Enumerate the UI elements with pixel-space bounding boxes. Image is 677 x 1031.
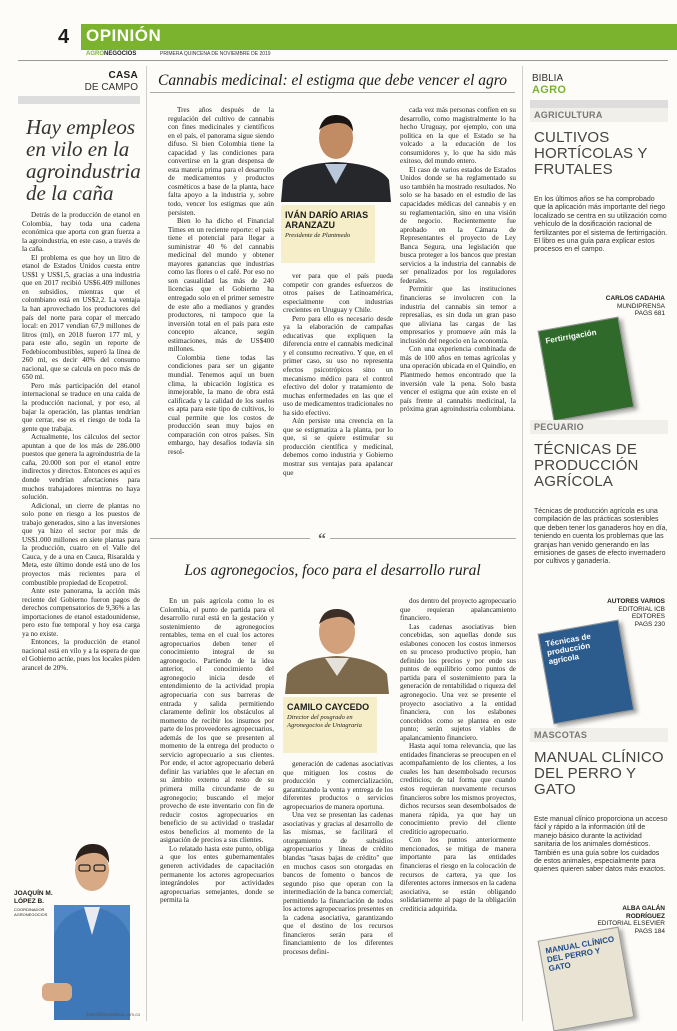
section-kicker: MASCOTAS: [534, 730, 588, 740]
article2-rule-right: [330, 538, 516, 539]
column-divider-right: [522, 66, 523, 1021]
paragraph: Colombia tiene todas las condiciones para ser un gigante mundial. Tenemos aquí un buen clima, la ubicación logística es inmejorable, la mano de obra está calificada y la calidad de los suelos es apta para este tipo de cultivos, lo cual permite que los costos de producción sean muy bajos en comparación con otros países. Sin embargo, hay desafíos todavía sin resol-: [168, 353, 274, 456]
paragraph: Tres años después de la regulación del cultivo de cannabis con fines medicinales y científicos en el país, el panorama sigue siendo difuso. Si bien Colombia tiene la capacidad y las condiciones para convertirse en la gran despensa de esta materia prima para el desarrollo de medicamentos y productos cosméticos a base de la planta, hace falta apoyo a la industria y, sobre todo, vencer los estigmas que aún persisten.: [168, 106, 274, 217]
paragraph: dos dentro del proyecto agropecuario que requieran apalancamiento financiero.: [400, 597, 516, 623]
paragraph: Adicional, un cierre de plantas no solo pone en riesgo a los puestos de trabajo generados, sino a las inversiones que ya hizo el sector por más de US$1.000 millones en siete plantas para la producción, cuatro en el Valle del Cauca, y de a una en Cauca, Risaralda y Meta, este último donde está uno de los proyectos más recientes para el combustible propiedad de Ecopetrol.: [22, 501, 140, 587]
paragraph: Una vez se presentan las cadenas asociativas y gracias al desarrollo de las mismas, se facilitará el otorgamiento de subsidios agropecuarios y líneas de crédito blandas "tasas bajas de crédito" que en muchos casos son otorgadas en bancos de fomento o bancos de segundo piso que operan con la intermediación de la banca comercial; permitiendo la financiación de todos los actores agropecuarios presentes en la cadena asociativa, garantizando que el destino de los recursos financieros serán para el financiamiento de los diferentes procesos defini-: [283, 811, 393, 957]
left-article-body: [22, 211, 140, 672]
paragraph: El problema es que hoy un litro de etanol de Estados Unidos cuesta entre US$1 y US$1,5, gracias a una industria que en 2017 recibió US$6.409 millones en subsidios, mientras que el colombiano está en US$2,2. La ventaja la han aprovechado los productores del país del norte para copar el mercado local: en 2017 vendían 67,9 millones de litros (ml), en 2018 fueron 177 ml, y para este año, según un reporte de Fedebiocombustibles, superó la línea de 260 ml, es decir 40% del consumo nacional, que se calcula en poco más de 650 ml.: [22, 253, 140, 382]
article2-title: Los agronegocios, foco para el desarrollo rural: [184, 562, 481, 579]
paragraph: Hasta aquí toma relevancia, que las entidades financieras se preocupen en el acompañamiento de los clientes, a los cuales les han desembolsado recursos crediticios; de tal forma que cuando estos requieran nuevamente recursos financieros sobre los mismos proyectos, dichos recursos sean desembolsados de manera rápida, ya que hay un conocimiento previo del cliente crediticio agropecuario.: [400, 742, 516, 836]
article1-author-box: [281, 205, 375, 263]
book-cover-title: MANUAL CLÍNICO DEL PERRO Y GATO: [544, 934, 615, 974]
header-rule: [18, 60, 668, 61]
article1-author-role: Presidente de Plantmedo: [285, 232, 351, 239]
section-bar: [81, 24, 677, 50]
section-title: TÉCNICAS DE PRODUCCIÓN AGRÍCOLA: [534, 441, 639, 490]
book-cover-title: Fertirrigación: [544, 327, 598, 346]
paragraph: Lo relatado hasta este punto, obliga a que los entes gubernamentales generen actividades de capacitación permanente los actores agropecuarios integrándoles por actividades agropecuarias semejantes, donde se permita la: [160, 844, 274, 905]
right-label-b: AGRO: [532, 84, 567, 96]
section-title: CULTIVOS HORTÍCOLAS Y FRUTALES: [534, 129, 648, 178]
book-author: AUTORES VARIOS: [607, 598, 665, 605]
article1-title: Cannabis medicinal: el estigma que debe vencer el agro: [158, 72, 507, 89]
book-caption: [585, 295, 665, 318]
book-author: ALBA GALÁN RODRÍGUEZ: [622, 905, 665, 920]
book-pub: MUNDIPRENSA: [616, 302, 665, 310]
article2-author-name: CAMILO CAYCEDO: [287, 702, 370, 712]
paragraph: Ante este panorama, la acción más reciente del Gobierno fueron pagos de derechos compensatorios de 9,36% a las importaciones de etanol estadounidense, pero esto fue temporal y hoy esa carga ya no existe.: [22, 587, 140, 638]
page-number: 4: [58, 26, 70, 48]
book-pages: PAGS 681: [634, 310, 665, 317]
right-label-a: BIBLIA: [532, 73, 564, 84]
paragraph: Entonces, la producción de etanol nacional está en vilo y a la espera de que el Gobierno actúe, pues los locales piden arancel de 20%.: [22, 638, 140, 672]
left-label-b: DE CAMPO: [84, 82, 138, 93]
paragraph: Bien lo ha dicho el Financial Times en un reciente reporte: el país tiene el potencial para llegar a suministrar 40 % del cannabis medicinal del mundo y obtener mayores ganancias que industrias como las flores o el café. Por eso no son casualidad las más de 240 licencias que el Gobierno ha entregado solo en el primer semestre de este año a medianos y grandes productores, ni tampoco que la inversión total en el país para este concepto alcance, según estimaciones, más de US$400 millones.: [168, 217, 274, 354]
article1-author-name: IVÁN DARÍO ARIAS ARANZAZU: [285, 210, 369, 230]
left-author-role: COORDINADOR AGRONEGOCIOS: [14, 907, 48, 917]
section-text: En los últimos años se ha comprobado que la aplicación más importante del riego localizado se centra en su utilización como vehículo de la dosificación racional de fertilizantes por el sistema de fertirrigación. El libro es una guía para explicar estos procesos en el campo.: [534, 196, 668, 254]
paragraph: Las cadenas asociativas bien concebidas, son aquellas donde sus eslabones conocen los costos inmersos en su proceso productivo propio, han definido los precios y por ende sus puntos de equilibrio como puntos de partida para el sostenimiento para la generación de rentabilidad o riqueza del agronegocio. Una vez se presente el proyecto asociativo a la entidad financiera, con los eslabones concebidos como se plantea en este punto; serán sujetos viables de apalancamiento financiero.: [400, 622, 516, 742]
left-label-a: CASA: [108, 70, 138, 81]
book-author: CARLOS CADAHIA: [605, 295, 665, 302]
article1-col3: [400, 106, 516, 520]
label-underline: [18, 96, 140, 104]
paragraph: Con los puntos anteriormente mencionados, se mitiga de manera importante para las entidades financieras el riesgo en la colocación de recursos de cartera, ya que los diferentes actores inmersos en la cadena asociativa, se están obligando solidariamente al pago de la obligación crediticia adquirida.: [400, 836, 516, 913]
brand-logo: AGRONEGOCIOS: [86, 51, 137, 57]
paragraph: Pero más participación del etanol internacional se traduce en una caída de la producción nacional, y por eso, al bajar la operación, las plantas tendrían que cerrar, ese es el riesgo de toda la gente que trabaja.: [22, 381, 140, 433]
left-author-email: jlopez@larepublica.com.co: [86, 1012, 140, 1017]
paragraph: El caso de varios estados de Estados Unidos donde se ha reglamentado su uso también ha mostrado resultados. No solo se ha basado en el estudio de las capacidades médicas del cannabis y en su reglamentación, sino en una visión de negocio. Recientemente fue aprobado en la Cámara de Representantes el proyecto de Ley Banca Segura, una legislación que busca proteger a los bancos que prestan servicios a la industria del cannabis de ser penalizados por los reguladores federales.: [400, 165, 516, 285]
book-pub: EDITORIAL ICB EDITORES: [618, 605, 665, 620]
paragraph: En un país agrícola como lo es Colombia, el punto de partida para el desarrollo rural está en la gestación y sostenimiento de agronegocios rentables, tema en el cual los actores agropecuarios deben tener el conocimiento integral de su agronegocio. Partiendo de la idea anterior, el conocimiento del agronegocio inicia desde el entendimiento de la actividad propia agropecuaria con sus barreras de entrada y salida permitiendo claramente definir los obstáculos al momento de recibir los insumos por parte de los proveedores agropecuarios, además de los que se presenten al momento de la entrega del producto o servicio agropecuario a sus clientes. Por ende, el actor agropecuario deberá definir las variables que le afectan en su ámbito externo al resto de su primera milla circundante de su agronegocio; buscando el mejor provecho de este inventario con fin de reducir costos agropecuarios en beneficio de su actividad o trasladar estos beneficios al momento de la asignación de precios a sus clientes.: [160, 597, 274, 845]
paragraph: cada vez más personas confíen en su desarrollo, como magistralmente lo ha hecho Uruguay, por ejemplo, con una política en la que el Estado se ha volcado a la educación de los consumidores y, lo que ha sido más exitoso, del mundo entero.: [400, 106, 516, 166]
article2-author-box: [283, 697, 377, 753]
right-label-underline: [530, 100, 668, 108]
section-title: MANUAL CLÍNICO DEL PERRO Y GATO: [534, 749, 664, 798]
article2-author-role: Director del posgrado en Agronegocios de Uniagraria: [287, 714, 362, 729]
book-cover-icon: [538, 927, 635, 1031]
paragraph: Permitir que las instituciones financieras se involucren con la industria del cannabis sin temor a represalias, es sin duda un gran paso que aliviana las cargas de las empresarios y promueve aún más la inclusión del negocio en la economía.: [400, 285, 516, 345]
book-pages: PAGS 184: [634, 927, 665, 935]
author-photo-joaquin: [34, 815, 140, 1020]
paragraph: Pero para ello es necesario desde ya la elaboración de campañas educativas que expliquen la diferencia entre el cannabis medicinal y el consumo recreativo. Y que, en el primer caso, su uso no representa efectos psicotrópicos sino un mecanismo médico para el control efectivo del dolor y tratamiento de muchas enfermedades en las que el uso de medicamentos tradicionales no ha sido efectivo.: [283, 314, 393, 417]
quote-mark: “: [318, 531, 326, 548]
column-divider: [146, 66, 147, 1021]
article1-col1: [168, 106, 274, 518]
book-pages: PAGS 230: [634, 620, 665, 628]
paragraph: Aún persiste una creencia en la que se estigmatiza a la planta, por lo que, si se quiere estimular su producción científica y medicinal, debemos como industria y Gobierno mostrar sus ventajas para apalancar que: [283, 417, 393, 477]
section-title: OPINIÓN: [86, 26, 162, 45]
article2-col1: [160, 597, 274, 1021]
article2-rule-left: [150, 538, 310, 539]
book-pub: EDITORIAL ELSEVIER: [597, 920, 665, 927]
article2-col3: [400, 597, 516, 1021]
left-title: Hay empleos en vilo en la agroindustria de la caña: [26, 115, 141, 205]
paragraph: Actualmente, los cálculos del sector apuntan a que de los más de 286.000 puestos que genera la agroindustria de la caña, 20.000 son por el etanol entre indirectos y directos. Entonces es aquí es donde vendrían afectaciones para muchos trabajadores mientras no haya solución.: [22, 433, 140, 502]
author-photo-camilo: [283, 594, 391, 694]
book-cover-icon: [538, 620, 635, 725]
author-photo-ivan: [281, 102, 391, 202]
section-text: Técnicas de producción agrícola es una compilación de las prácticas sostenibles que deben tener los ganaderos hoy en día, teniendo en cuenta los problemas que las granjas han venido generando en las emisiones de gases de efecto invernadero por cultivos y ganadería.: [534, 508, 668, 566]
section-kicker: PECUARIO: [534, 422, 584, 432]
article2-col2: [283, 760, 393, 1021]
book-cover-icon: [538, 317, 635, 422]
paragraph: generación de cadenas asociativas que mitiguen los costos de producción y comercialización, garantizando la venta y entrega de los diferentes productos o servicios agropecuarios de manera oportuna.: [283, 760, 393, 811]
article1-col2: [283, 272, 393, 520]
left-author-name: JOAQUÍN M. LÓPEZ B.: [14, 890, 53, 905]
paragraph: Con una experiencia combinada de más de 100 años en temas agrícolas y una operación ubicada en el Quindío, en Plantmedo hemos encontrado que la inversión vale la pena. Solo basta vencer el estigma que aún existe en el país frente al cannabis medicinal, la próxima gran agroindustria colombiana.: [400, 345, 516, 414]
article1-rule: [150, 92, 515, 93]
book-cover-title: Técnicas de producción agrícola: [544, 631, 592, 667]
issue-date: PRIMERA QUINCENA DE NOVIEMBRE DE 2019: [160, 51, 271, 57]
paragraph: ver para que el país pueda competir con grandes esfuerzos de otros países de Latinoamérica, especialmente con industrias crecientes en Uruguay y Chile.: [283, 272, 393, 315]
section-kicker: AGRICULTURA: [534, 110, 603, 120]
section-text: Este manual clínico proporciona un acceso fácil y rápido a la información útil de manejo básico durante la actividad sanitaria de los animales domésticos. También es una guía sobre los cuidados de estos animales, especialmente para quienes quieren saber datos más exactos.: [534, 816, 668, 874]
paragraph: Detrás de la producción de etanol en Colombia, hay toda una cadena económica que aporta con gran fuerza a la agroindustria, en este caso, a través de la caña.: [22, 211, 140, 254]
